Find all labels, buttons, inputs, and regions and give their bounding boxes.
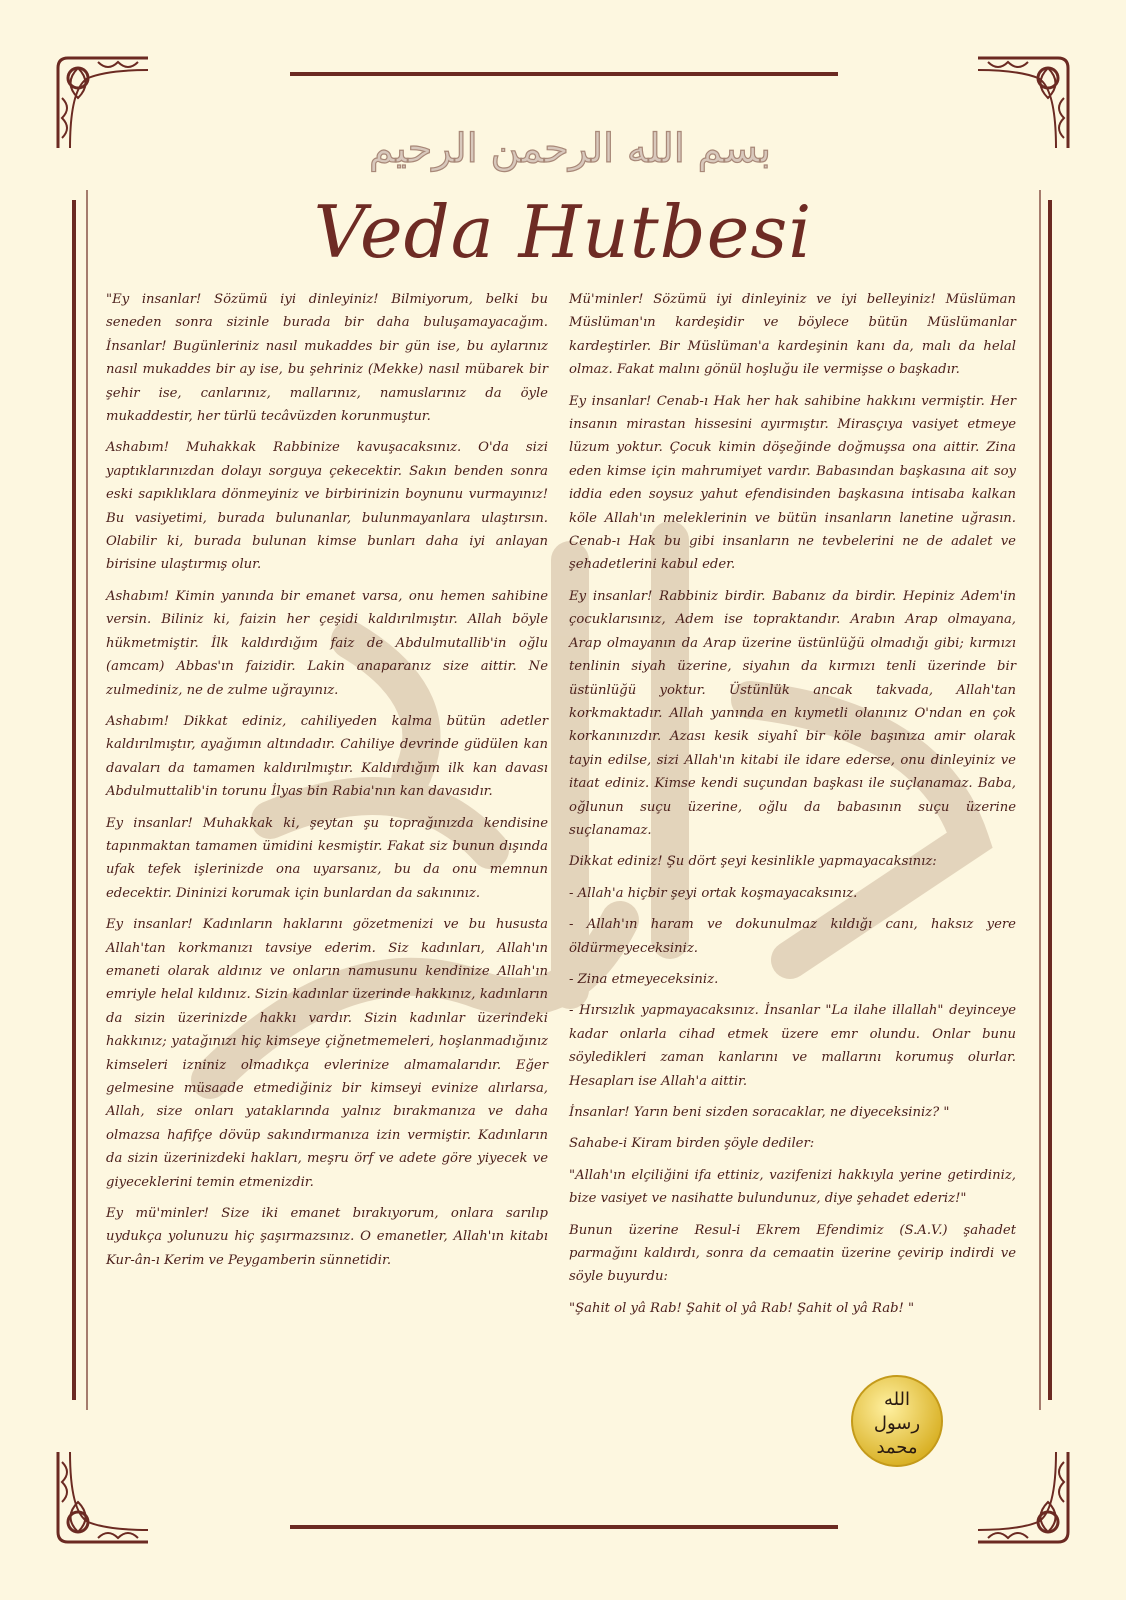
paragraph: Bunun üzerine Resul-i Ekrem Efendimiz (S.A.V.) şahadet parmağını kaldırdı, sonra da cemaatin üzerine çevirip indirdi ve söyle buyurdu: [569, 1222, 1016, 1285]
paragraph: İnsanlar! Yarın beni sizden soracaklar, ne diyeceksiniz? " [569, 1105, 950, 1120]
frame-top-line [290, 72, 838, 76]
corner-ornament-top-right [968, 48, 1078, 158]
paragraph: "Ey insanlar! Sözümü iyi dinleyiniz! Bilmiyorum, belki bu seneden sonra sizinle burada bir daha buluşamayacağım. İnsanlar! Bugünleriniz nasıl mukaddes bir gün ise, bu aylarınız nasıl mukaddes bir ay ise, bu şehriniz (Mekke) nasıl mübarek bir şehir ise, canlarınız, mallarınız, namuslarınız da öyle mukaddestir, her türlü tecâvüzden korunmuştur. [106, 292, 548, 425]
seal-line-1: الله [883, 1389, 911, 1410]
paragraph: Mü'minler! Sözümü iyi dinleyiniz ve iyi belleyiniz! Müslüman Müslüman'ın kardeşidir ve böylece bütün Müslümanlar kardeştirler. Bir Müslüman'a kardeşinin kanı da, malı da helal olmaz. Fakat malını gönül hoşluğu ile vermişse o başkadır. [569, 292, 1016, 378]
paragraph: Ey insanlar! Kadınların haklarını gözetmenizi ve bu hususta Allah'tan korkmanızı tavsiye ederim. Siz kadınları, Allah'ın emaneti olarak aldınız ve onların namusunu kendinize Allah'ın emriyle helal kıldınız. Sizin kadınlar üzerinde hakkınız, kadınların da sizin üzerinizde hakkı vardır. Sizin kadınlar üzerindeki hakkınız; yatağınızı hiç kimseye çiğnetmemeleri, hoşlanmadığınız kimseleri izniniz olmadıkça evlerinize almamalarıdır. Eğer gelmesine müsaade etmediğiniz bir kimseyi evinize alırlarsa, Allah, size onları yataklarında yalnız bırakmanıza ve daha olmazsa hafifçe dövüp sakındırmanıza izin vermiştir. Kadınların da sizin üzerinizdeki hakları, meşru örf ve adete göre yiyecek ve giyeceklerini temin etmenizdir. [106, 917, 548, 1190]
paragraph: Sahabe-i Kiram birden şöyle dediler: [569, 1136, 815, 1152]
paragraph: "Şahit ol yâ Rab! Şahit ol yâ Rab! Şahit ol yâ Rab! " [569, 1300, 915, 1316]
frame-right-line [1048, 200, 1052, 1400]
corner-ornament-top-left [48, 48, 158, 158]
paragraph: Ey insanlar! Cenab-ı Hak her hak sahibine hakkını vermiştir. Her insanın mirastan hissesini ayırmıştır. Mirasçıya vasiyet etmeye lüzum yoktur. Çocuk kimin döşeğinde doğmuşsa ona aittir. Zina eden kimse için mahrumiyet vardır. Babasından başkasına ait soy iddia eden soysuz yahut efendisinden başkasına intisaba kalkan köle Allah'ın meleklerinin ve bütün insanların lanetine uğrasın. Cenab-ı Hak bu gibi insanların ne tevbelerini ne de adalet ve şehadetlerini kabul eder. [569, 393, 1016, 573]
right-column [569, 288, 1016, 1328]
basmala-text: بسم الله الرحمن الرحيم [368, 126, 772, 172]
corner-ornament-bottom-left [48, 1442, 158, 1552]
seal-line-3: محمد [876, 1437, 918, 1458]
frame-left-inner-line [86, 190, 88, 1410]
paragraph: Ey mü'minler! Size iki emanet bırakıyorum, onlara sarılıp uydukça yolunuzu hiç şaşırmazsınız. O emanetler, Allah'ın kitabı Kur-ân-ı Kerim ve Peygamberin sünnetidir. [106, 1206, 548, 1268]
paragraph: "Allah'ın elçiliğini ifa ettiniz, vazifenizi hakkıyla yerine getirdiniz, bize vasiyet ve nasihatte bulundunuz, diye şehadet ederiz!" [569, 1167, 1016, 1207]
paragraph: Ey insanlar! Rabbiniz birdir. Babanız da birdir. Hepiniz Adem'in çocuklarısınız, Adem ise topraktandır. Arabın Arap olmayana, Arap olmayanın da Arap üzerine üstünlüğü olmadığı gibi; kırmızı tenlinin siyah üzerine, siyahın da kırmızı tenli üzerinde bir üstünlüğü yoktur. Üstünlük ancak takvada, Allah'tan korkmaktadır. Allah yanında en kıymetli olanınız O'ndan en çok korkanınızdır. Azası kesik siyahî bir köle başınıza amir olarak tayin edilse, sizi Allah'ın kitabi ile idare ederse, onu dinleyiniz ve itaat ediniz. Kimse kendi suçundan başkası ile suçlanamaz. Baba, oğlunun suçu üzerine, oğlu da babasının suçu üzerine suçlanamaz. [569, 588, 1016, 838]
list-item: - Allah'a hiçbir şeyi ortak koşmayacaksınız. [569, 885, 858, 901]
frame-bottom-line [290, 1525, 838, 1529]
seal-line-2: رسول [873, 1413, 921, 1434]
corner-ornament-bottom-right [968, 1442, 1078, 1552]
page-title: Veda Hutbesi [313, 190, 813, 274]
paragraph: Ey insanlar! Muhakkak ki, şeytan şu toprağınızda kendisine tapınmaktan tamamen ümidini kesmiştir. Fakat siz bunun dışında ufak tefek işlerinizde ona uyarsanız, bu da onu memnun edecektir. Dininizi korumak için bunlardan da sakınınız. [106, 815, 548, 901]
list-item: - Allah'ın haram ve dokunulmaz kıldığı canı, haksız yere öldürmeyeceksiniz. [569, 917, 1016, 956]
list-item: - Hırsızlık yapmayacaksınız. İnsanlar "La ilahe illallah" deyinceye kadar onlarla cihad etmek üzere emr olundu. Onlar bunu söyledikleri zaman kanlarını ve mallarını korumuş olurlar. Hesapları ise Allah'a aittir. [569, 1003, 1016, 1089]
paragraph: Ashabım! Muhakkak Rabbinize kavuşacaksınız. O'da sizi yaptıklarınızdan dolayı sorguya çekecektir. Sakın benden sonra eski sapıklıklara dönmeyiniz ve birbirinizin boynunu vurmayınız! Bu vasiyetimi, burada bulunanlar, bulunmayanlara ulaştırsın. Olabilir ki, burada bulunan kimse bunları daha iyi anlayan birisine ulaştırmış olur. [106, 440, 548, 573]
prophet-seal [849, 1373, 945, 1469]
list-item: - Zina etmeyeceksiniz. [569, 971, 719, 987]
left-column [106, 288, 548, 1280]
paragraph: Dikkat ediniz! Şu dört şeyi kesinlikle yapmayacaksınız: [569, 854, 937, 870]
paragraph: Ashabım! Kimin yanında bir emanet varsa, onu hemen sahibine versin. Biliniz ki, faizin her çeşidi kaldırılmıştır. Allah böyle hükmetmiştir. İlk kaldırdığım faiz de Abdulmutallib'in oğlu (amcam) Abbas'ın faizidir. Lakin anaparanız size aittir. Ne zulmediniz, ne de zulme uğrayınız. [106, 588, 548, 698]
basmala-calligraphy [368, 100, 772, 192]
frame-left-line [72, 200, 76, 1400]
paragraph: Ashabım! Dikkat ediniz, cahiliyeden kalma bütün adetler kaldırılmıştır, ayağımın altındadır. Cahiliye devrinde güdülen kan davaları da tamamen kaldırılmıştır. Kaldırdığım ilk kan davası Abdulmuttalib'in torunu İlyas bin Rabia'nın kan davasıdır. [106, 713, 548, 800]
frame-right-inner-line [1039, 190, 1041, 1410]
